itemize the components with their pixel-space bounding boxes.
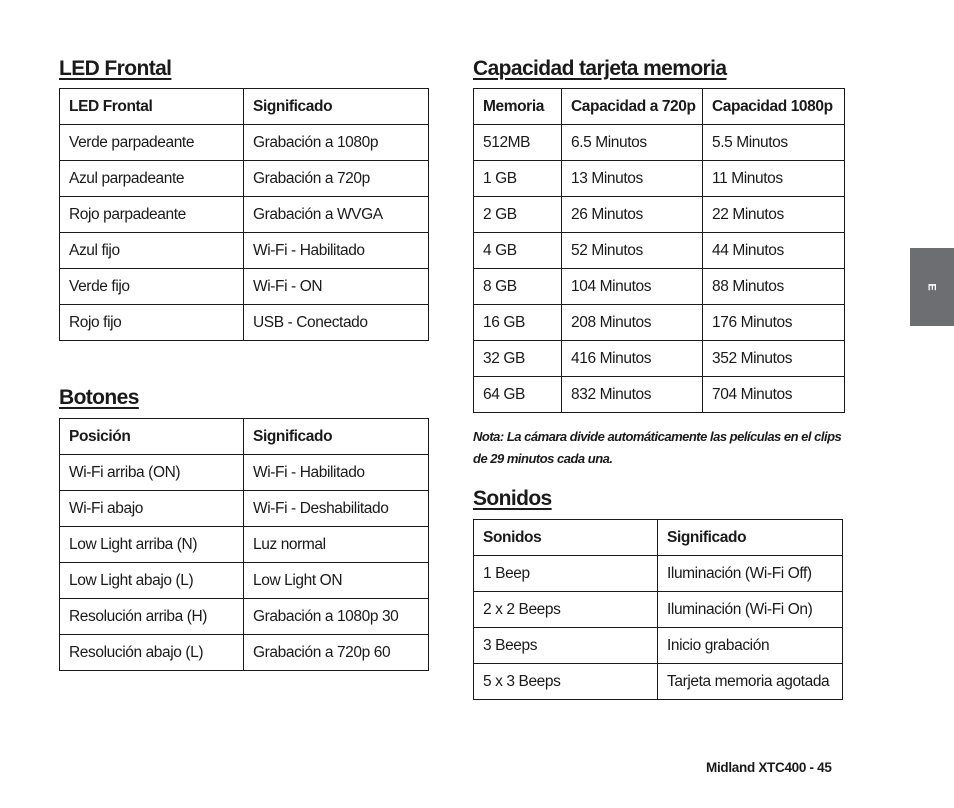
table-row	[60, 527, 429, 563]
table-row	[474, 197, 845, 233]
table-cell: 6.5 Minutos	[562, 125, 703, 161]
table-cell: Tarjeta memoria agotada	[658, 664, 843, 700]
table-cell: Resolución arriba (H)	[60, 599, 244, 635]
table-row	[60, 455, 429, 491]
table-row	[474, 592, 843, 628]
table-cell: Iluminación (Wi-Fi On)	[658, 592, 843, 628]
note-line: de 29 minutos cada una.	[473, 451, 613, 466]
table-cell: 16 GB	[474, 305, 562, 341]
table-cell: 208 Minutos	[562, 305, 703, 341]
column-header: Significado	[658, 520, 843, 556]
table-cell: Luz normal	[244, 527, 429, 563]
table-cell: Grabación a 720p 60	[244, 635, 429, 671]
capacity-note	[473, 426, 853, 470]
table-cell: 3 Beeps	[474, 628, 658, 664]
table-row	[474, 233, 845, 269]
table-cell: 5.5 Minutos	[703, 125, 845, 161]
table-cell: 352 Minutos	[703, 341, 845, 377]
table-cell: Wi-Fi - Habilitado	[244, 455, 429, 491]
table-cell: Low Light arriba (N)	[60, 527, 244, 563]
table-cell: 64 GB	[474, 377, 562, 413]
table-row	[60, 197, 429, 233]
table-cell: Low Light abajo (L)	[60, 563, 244, 599]
table-cell: Grabación a 720p	[244, 161, 429, 197]
sonidos-heading: Sonidos	[473, 487, 552, 510]
sonidos-table	[473, 519, 843, 700]
column-header: Significado	[244, 89, 429, 125]
table-row	[60, 599, 429, 635]
table-cell: Rojo fijo	[60, 305, 244, 341]
table-row	[474, 341, 845, 377]
table-cell: 832 Minutos	[562, 377, 703, 413]
table-header-row	[474, 89, 845, 125]
table-cell: 1 GB	[474, 161, 562, 197]
table-row	[60, 635, 429, 671]
table-cell: USB - Conectado	[244, 305, 429, 341]
side-tab-label: E	[926, 283, 938, 291]
table-header-row	[60, 419, 429, 455]
table-cell: 5 x 3 Beeps	[474, 664, 658, 700]
column-header: Memoria	[474, 89, 562, 125]
botones-heading: Botones	[59, 386, 139, 409]
table-row	[474, 125, 845, 161]
table-header-row	[474, 520, 843, 556]
column-header: Posición	[60, 419, 244, 455]
table-cell: 8 GB	[474, 269, 562, 305]
table-row	[474, 556, 843, 592]
table-cell: Wi-Fi - ON	[244, 269, 429, 305]
table-cell: 11 Minutos	[703, 161, 845, 197]
table-cell: 512MB	[474, 125, 562, 161]
table-cell: Verde fijo	[60, 269, 244, 305]
table-header-row	[60, 89, 429, 125]
note-line: Nota: La cámara divide automáticamente las películas en el clips	[473, 429, 842, 444]
table-cell: Grabación a 1080p 30	[244, 599, 429, 635]
table-cell: Azul fijo	[60, 233, 244, 269]
table-cell: Iluminación (Wi-Fi Off)	[658, 556, 843, 592]
table-cell: Resolución abajo (L)	[60, 635, 244, 671]
table-row	[474, 377, 845, 413]
table-cell: Verde parpadeante	[60, 125, 244, 161]
table-cell: Rojo parpadeante	[60, 197, 244, 233]
column-header: Sonidos	[474, 520, 658, 556]
table-cell: 416 Minutos	[562, 341, 703, 377]
botones-table	[59, 418, 429, 671]
table-cell: 104 Minutos	[562, 269, 703, 305]
column-header: Significado	[244, 419, 429, 455]
table-row	[474, 269, 845, 305]
table-row	[60, 125, 429, 161]
table-row	[60, 269, 429, 305]
table-row	[474, 628, 843, 664]
table-cell: Wi-Fi - Habilitado	[244, 233, 429, 269]
table-row	[474, 161, 845, 197]
table-cell: Grabación a 1080p	[244, 125, 429, 161]
language-side-tab	[910, 248, 954, 326]
table-cell: 32 GB	[474, 341, 562, 377]
column-header: Capacidad a 720p	[562, 89, 703, 125]
table-cell: 88 Minutos	[703, 269, 845, 305]
table-cell: Low Light ON	[244, 563, 429, 599]
table-cell: Inicio grabación	[658, 628, 843, 664]
led-frontal-heading: LED Frontal	[59, 57, 172, 80]
table-cell: 22 Minutos	[703, 197, 845, 233]
table-cell: 704 Minutos	[703, 377, 845, 413]
table-cell: Azul parpadeante	[60, 161, 244, 197]
table-cell: Wi-Fi arriba (ON)	[60, 455, 244, 491]
table-cell: 176 Minutos	[703, 305, 845, 341]
capacidad-table	[473, 88, 845, 413]
table-row	[474, 664, 843, 700]
table-cell: 2 x 2 Beeps	[474, 592, 658, 628]
page-footer: Midland XTC400 - 45	[706, 760, 832, 775]
table-cell: Wi-Fi - Deshabilitado	[244, 491, 429, 527]
table-cell: 4 GB	[474, 233, 562, 269]
table-row	[60, 305, 429, 341]
table-row	[60, 233, 429, 269]
table-cell: 13 Minutos	[562, 161, 703, 197]
led-frontal-table	[59, 88, 429, 341]
table-row	[60, 563, 429, 599]
table-row	[474, 305, 845, 341]
column-header: LED Frontal	[60, 89, 244, 125]
column-header: Capacidad 1080p	[703, 89, 845, 125]
capacidad-heading: Capacidad tarjeta memoria	[473, 57, 727, 80]
table-cell: 52 Minutos	[562, 233, 703, 269]
table-cell: 2 GB	[474, 197, 562, 233]
table-cell: Grabación a WVGA	[244, 197, 429, 233]
table-cell: 1 Beep	[474, 556, 658, 592]
table-cell: 26 Minutos	[562, 197, 703, 233]
table-row	[60, 491, 429, 527]
table-cell: Wi-Fi abajo	[60, 491, 244, 527]
table-cell: 44 Minutos	[703, 233, 845, 269]
table-row	[60, 161, 429, 197]
